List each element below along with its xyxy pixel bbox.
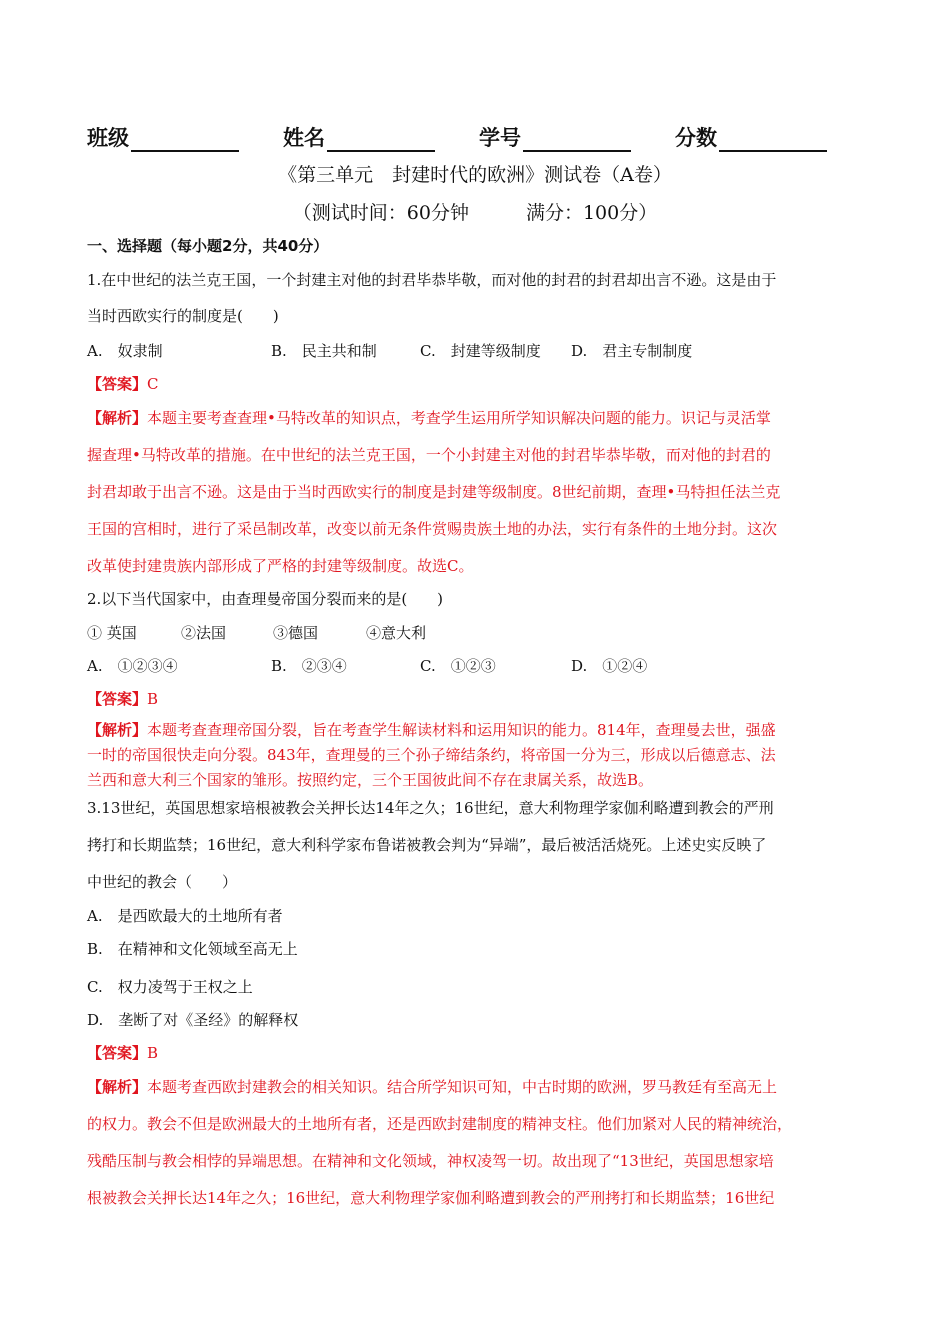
- q2-item-1: ① 英国: [87, 624, 137, 642]
- score-label: 分数: [675, 126, 717, 150]
- q1-answer: [87, 373, 159, 394]
- q1-option-a[interactable]: A. 奴隶制: [87, 342, 163, 360]
- q1-analysis-line-2: 握查理•马特改革的措施。在中世纪的法兰克王国，一个小封建主对他的封君毕恭毕敬，而对他的封君的: [87, 446, 771, 464]
- q3-answer: [87, 1042, 158, 1063]
- analysis-text: 本题考查西欧封建教会的相关知识。结合所学知识可知，中古时期的欧洲，罗马教廷有至高无上: [147, 1078, 778, 1096]
- q2-option-a[interactable]: A. ①②③④: [87, 657, 178, 675]
- q3-option-c[interactable]: C. 权力凌驾于王权之上: [87, 978, 253, 996]
- q2-option-c[interactable]: C. ①②③: [420, 657, 496, 675]
- q1-analysis-line-4: 王国的宫相时，进行了采邑制改革，改变以前无条件赏赐贵族土地的办法，实行有条件的土地分封。这次: [87, 520, 778, 538]
- analysis-text: 本题考查查理帝国分裂，旨在考查学生解读材料和运用知识的能力。814年，查理曼去世，强盛: [147, 721, 776, 739]
- q2-analysis-line-2: 一时的帝国很快走向分裂。843年，查理曼的三个孙子缔结条约，将帝国一分为三，形成以后德意志、法: [87, 746, 776, 764]
- q3-line-3: 中世纪的教会（ ）: [87, 873, 238, 891]
- answer-tag: 【答案】: [87, 375, 148, 393]
- section-heading: 一、选择题（每小题2分，共40分）: [87, 237, 329, 255]
- id-blank[interactable]: [523, 130, 631, 152]
- q2-item-2: ②法国: [181, 624, 227, 642]
- answer-value: B: [147, 690, 159, 708]
- q2-analysis-line-1: [87, 719, 776, 740]
- q2-analysis-line-3: 兰西和意大利三个国家的雏形。按照约定，三个王国彼此间不存在隶属关系，故选B。: [87, 771, 654, 789]
- answer-value: C: [147, 375, 159, 393]
- q3-analysis-line-3: 残酷压制与教会相悖的异端思想。在精神和文化领域，神权凌驾一切。故出现了“13世纪，英国思想家培: [87, 1152, 774, 1170]
- q3-analysis-line-2: 的权力。教会不但是欧洲最大的土地所有者，还是西欧封建制度的精神支柱。他们加紧对人民的精神统治，: [87, 1115, 793, 1133]
- id-label: 学号: [479, 126, 521, 150]
- name-label: 姓名: [283, 126, 325, 150]
- page-title: 《第三单元 封建时代的欧洲》测试卷（A卷）: [278, 164, 672, 186]
- class-label: 班级: [87, 126, 129, 150]
- q1-analysis-line-1: [87, 407, 771, 428]
- analysis-tag: 【解析】: [87, 409, 148, 427]
- name-field: [283, 122, 435, 152]
- answer-tag: 【答案】: [87, 690, 148, 708]
- q3-option-a[interactable]: A. 是西欧最大的土地所有者: [87, 907, 283, 925]
- q1-option-c[interactable]: C. 封建等级制度: [420, 342, 541, 360]
- q2-answer: [87, 688, 158, 709]
- page-subtitle: （测试时间：60分钟 满分：100分）: [292, 202, 658, 224]
- class-field: [87, 122, 239, 152]
- student-info-header: [87, 122, 871, 152]
- q1-analysis-line-3: 封君却敢于出言不逊。这是由于当时西欧实行的制度是封建等级制度。8世纪前期，查理•马特担任法兰克: [87, 483, 781, 501]
- q3-analysis-line-1: [87, 1076, 777, 1097]
- q3-option-d[interactable]: D. 垄断了对《圣经》的解释权: [87, 1011, 299, 1029]
- q2-option-d[interactable]: D. ①②④: [571, 657, 648, 675]
- q1-analysis-line-5: 改革使封建贵族内部形成了严格的封建等级制度。故选C。: [87, 557, 474, 575]
- name-blank[interactable]: [327, 130, 435, 152]
- q1-line-2: 当时西欧实行的制度是( ): [87, 307, 279, 325]
- score-field: [675, 122, 827, 152]
- class-blank[interactable]: [131, 130, 239, 152]
- q3-line-1: 3.13世纪，英国思想家培根被教会关押长达14年之久；16世纪，意大利物理学家伽利略遭到教会的严刑: [87, 799, 774, 817]
- q1-line-1: 1.在中世纪的法兰克王国，一个封建主对他的封君毕恭毕敬，而对他的封君的封君却出言不逊。这是由于: [87, 271, 777, 289]
- answer-value: B: [147, 1044, 159, 1062]
- analysis-tag: 【解析】: [87, 721, 148, 739]
- answer-tag: 【答案】: [87, 1044, 148, 1062]
- q2-line-1: 2.以下当代国家中，由查理曼帝国分裂而来的是( ): [87, 590, 444, 608]
- q3-line-2: 拷打和长期监禁；16世纪，意大利科学家布鲁诺被教会判为“异端”，最后被活活烧死。上述史实反映了: [87, 836, 767, 854]
- q1-option-d[interactable]: D. 君主专制制度: [571, 342, 693, 360]
- q1-option-b[interactable]: B. 民主共和制: [271, 342, 377, 360]
- score-blank[interactable]: [719, 130, 827, 152]
- q2-item-3: ③德国: [273, 624, 319, 642]
- q3-analysis-line-4: 根被教会关押长达14年之久；16世纪，意大利物理学家伽利略遭到教会的严刑拷打和长期监禁；16世纪: [87, 1189, 775, 1207]
- q2-option-b[interactable]: B. ②③④: [271, 657, 347, 675]
- q2-item-4: ④意大利: [366, 624, 427, 642]
- analysis-text: 本题主要考查查理•马特改革的知识点，考查学生运用所学知识解决问题的能力。识记与灵活掌: [147, 409, 771, 427]
- analysis-tag: 【解析】: [87, 1078, 148, 1096]
- id-field: [479, 122, 631, 152]
- q3-option-b[interactable]: B. 在精神和文化领域至高无上: [87, 940, 298, 958]
